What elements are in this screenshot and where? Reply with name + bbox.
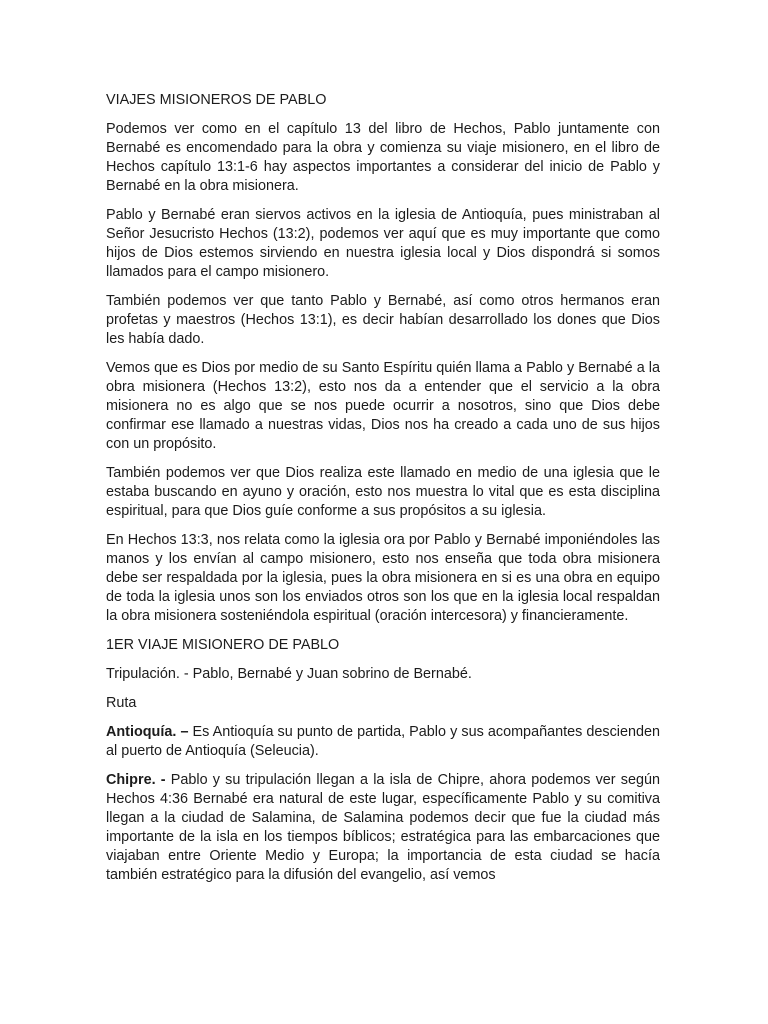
crew-line: Tripulación. - Pablo, Bernabé y Juan sobrino de Bernabé. — [106, 666, 472, 682]
document-page — [106, 91, 660, 895]
stop-antioquia — [106, 723, 660, 761]
paragraph-1: Podemos ver como en el capítulo 13 del libro de Hechos, Pablo juntamente con Bernabé es encomendado para la obra y comienza su viaje misionero, en el libro de Hechos capítulo 13:1-6 hay aspectos importantes a considerar del inicio de Pablo y Bernabé en la obra misionera. — [106, 121, 660, 194]
route-label: Ruta — [106, 695, 137, 711]
document-title: VIAJES MISIONEROS DE PABLO — [106, 92, 327, 108]
stop-text: Es Antioquía su punto de partida, Pablo y sus acompañantes descienden al puerto de Antioquía (Seleucia). — [106, 724, 660, 759]
paragraph-6: En Hechos 13:3, nos relata como la iglesia ora por Pablo y Bernabé imponiéndoles las manos y los envían al campo misionero, esto nos enseña que toda obra misionera debe ser respaldada por la iglesia, pues la obra misionera en si es una obra en equipo de toda la iglesia unos son los enviados otros son los que en la iglesia local respaldan la obra misionera sosteniéndola espiritual (oración intercesora) y financieramente. — [106, 532, 660, 624]
paragraph-2: Pablo y Bernabé eran siervos activos en la iglesia de Antioquía, pues ministraban al Señor Jesucristo Hechos (13:2), podemos ver aquí que es muy importante que como hijos de Dios estemos sirviendo en nuestra iglesia local y Dios dispondrá si somos llamados para el campo misionero. — [106, 207, 660, 280]
stop-chipre — [106, 771, 660, 885]
paragraph-3: También podemos ver que tanto Pablo y Bernabé, así como otros hermanos eran profetas y maestros (Hechos 13:1), es decir habían desarrollado los dones que Dios les había dado. — [106, 293, 660, 347]
stop-name: Antioquía. – — [106, 724, 189, 740]
section-heading: 1ER VIAJE MISIONERO DE PABLO — [106, 637, 340, 653]
stop-text: Pablo y su tripulación llegan a la isla de Chipre, ahora podemos ver según Hechos 4:36 Bernabé era natural de este lugar, específicamente Pablo y su comitiva llegan a la ciudad de Salamina, de Salamina podemos decir que fue la ciudad más importante de la isla en los tiempos bíblicos; estratégica para las embarcaciones que viajaban entre Oriente Medio y Europa; la importancia de esta ciudad se hacía también estratégico para la difusión del evangelio, así vemos — [106, 772, 660, 883]
paragraph-4: Vemos que es Dios por medio de su Santo Espíritu quién llama a Pablo y Bernabé a la obra misionera (Hechos 13:2), esto nos da a entender que el servicio a la obra misionera no es algo que se nos puede ocurrir a nosotros, sino que Dios debe confirmar ese llamado a nuestras vidas, Dios nos ha creado a cada uno de sus hijos con un propósito. — [106, 360, 660, 452]
paragraph-5: También podemos ver que Dios realiza este llamado en medio de una iglesia que le estaba buscando en ayuno y oración, esto nos muestra lo vital que es esta disciplina espiritual, para que Dios guíe conforme a sus propósitos a su iglesia. — [106, 465, 660, 519]
stop-name: Chipre. - — [106, 772, 166, 788]
